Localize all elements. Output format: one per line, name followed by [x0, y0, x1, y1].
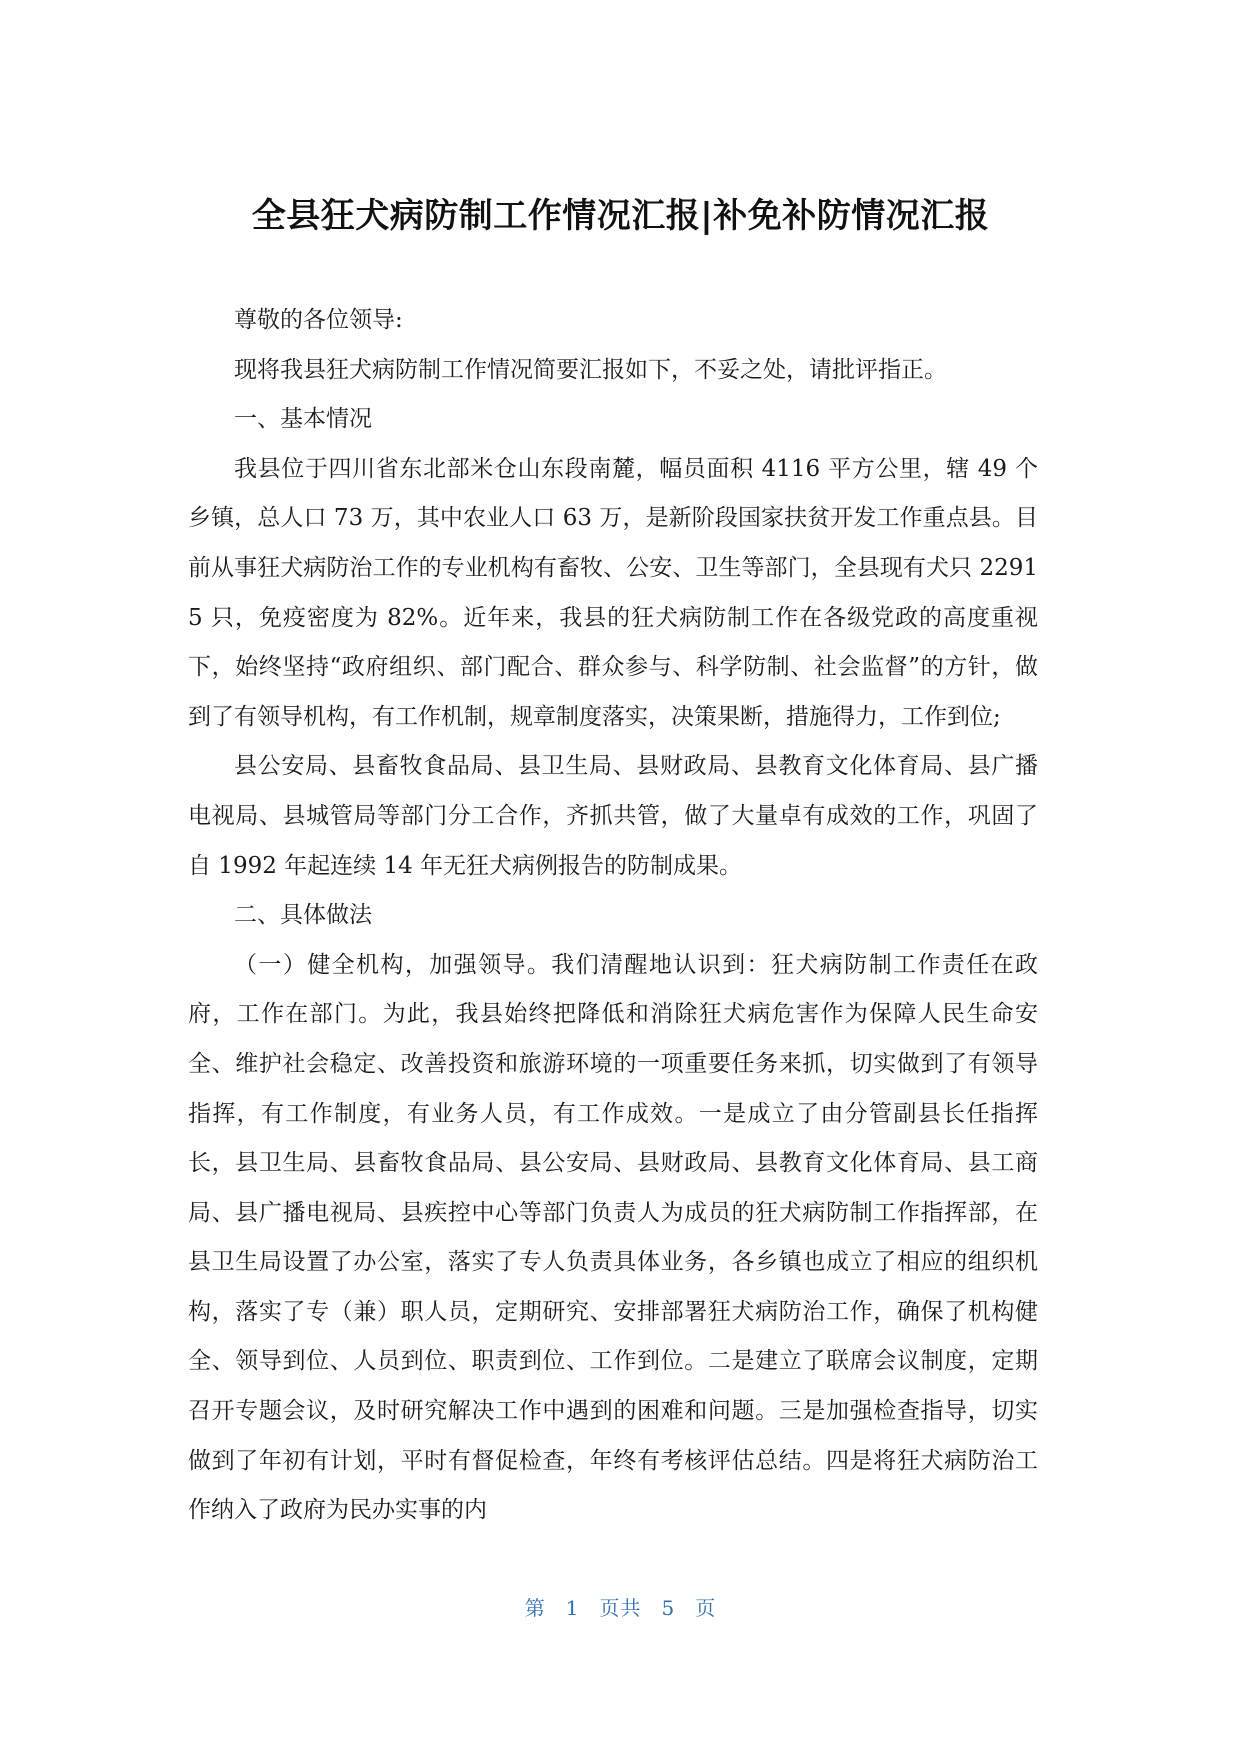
- footer-page-current: 1: [565, 1596, 580, 1620]
- footer-page-suffix: 页: [695, 1596, 717, 1620]
- body-paragraph: （一）健全机构，加强领导。我们清醒地认识到：狂犬病防制工作责任在政府，工作在部门。为此，我县始终把降低和消除狂犬病危害作为保障人民生命安全、维护社会稳定、改善投资和旅游环境的一项重要任务来抓，切实做到了有领导指挥，有工作制度，有业务人员，有工作成效。一是成立了由分管副县长任指挥长，县卫生局、县畜牧食品局、县公安局、县财政局、县教育文化体育局、县工商局、县广播电视局、县疾控中心等部门负责人为成员的狂犬病防制工作指挥部，在县卫生局设置了办公室，落实了专人负责具体业务，各乡镇也成立了相应的组织机构，落实了专（兼）职人员，定期研究、安排部署狂犬病防治工作，确保了机构健全、领导到位、人员到位、职责到位、工作到位。二是建立了联席会议制度，定期召开专题会议，及时研究解决工作中遇到的困难和问题。三是加强检查指导，切实做到了年初有计划，平时有督促检查，年终有考核评估总结。四是将狂犬病防治工作纳入了政府为民办实事的内: [188, 951, 1038, 1524]
- footer-page-total: 5: [661, 1596, 676, 1620]
- section-heading-methods: 二、具体做法: [234, 902, 372, 929]
- section-heading-basic: 一、基本情况: [234, 406, 372, 433]
- document-title: 全县狂犬病防制工作情况汇报|补免补防情况汇报: [251, 196, 990, 236]
- intro-paragraph: 现将我县狂犬病防制工作情况简要汇报如下，不妥之处，请批评指正。: [234, 356, 947, 383]
- document-body: [188, 296, 1038, 1536]
- body-paragraph: 我县位于四川省东北部米仓山东段南麓，幅员面积 4116 平方公里，辖 49 个乡镇，总人口 73 万，其中农业人口 63 万，是新阶段国家扶贫开发工作重点县。目前从事狂犬病防治工作的专业机构有畜牧、公安、卫生等部门，全县现有犬只 22915 只，免疫密度为 82%。近年来，我县的狂犬病防制工作在各级党政的高度重视下，始终坚持“政府组织、部门配合、群众参与、科学防制、社会监督”的方针，做到了有领导机构，有工作机制，规章制度落实，决策果断，措施得力，工作到位;: [188, 455, 1038, 730]
- footer-page-mid: 页共: [599, 1596, 642, 1620]
- footer-page-label: 第: [524, 1596, 546, 1620]
- greeting-paragraph: 尊敬的各位领导:: [234, 307, 403, 333]
- page-number-footer: [0, 1592, 1241, 1621]
- body-paragraph: 县公安局、县畜牧食品局、县卫生局、县财政局、县教育文化体育局、县广播电视局、县城管局等部门分工合作，齐抓共管，做了大量卓有成效的工作，巩固了自 1992 年起连续 14 年无狂犬病例报告的防制成果。: [188, 753, 1038, 879]
